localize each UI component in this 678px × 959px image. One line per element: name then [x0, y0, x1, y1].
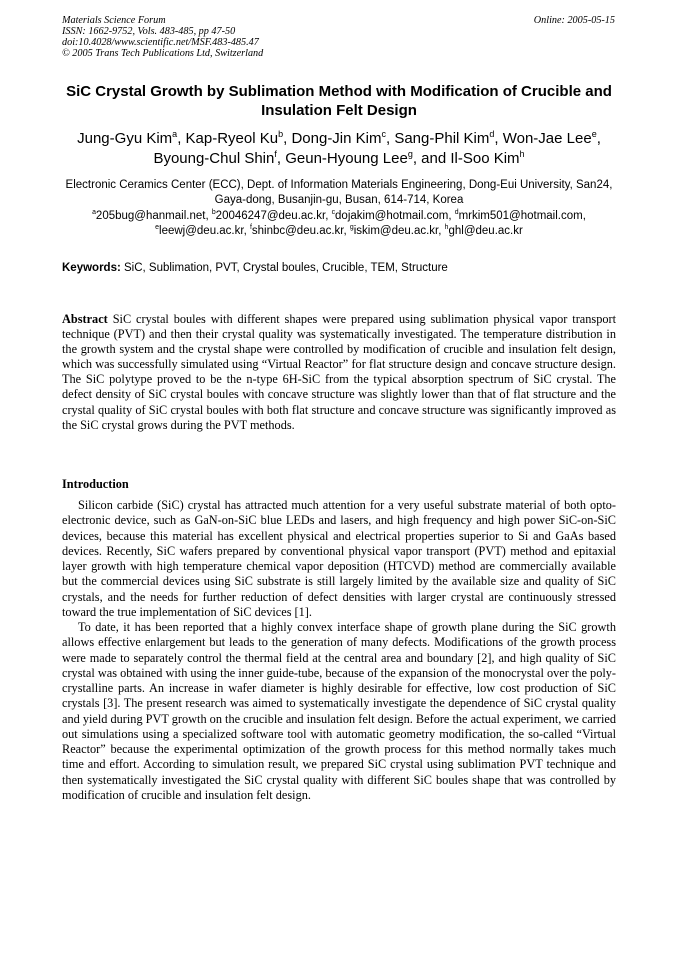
introduction-body: [62, 498, 616, 803]
author-name: Kap-Ryeol Ku: [185, 130, 279, 147]
online-date: Online: 2005-05-15: [533, 15, 615, 26]
abstract: [62, 312, 616, 433]
email-mark: g: [349, 224, 354, 232]
affiliation: Electronic Ceramics Center (ECC), Dept. of Information Materials Engineering, Dong-Eui University, San24, Gaya-dong, Busanjin-gu, Busan, 614-714, Korea: [65, 179, 613, 206]
email-address: 20046247@deu.ac.kr: [215, 210, 326, 222]
copyright-line: © 2005 Trans Tech Publications Ltd, Switzerland: [62, 48, 264, 59]
abstract-text: SiC crystal boules with different shapes were prepared using sublimation physical vapor transport technique (PVT) and then their crystal quality was systematically investigated. The temperature distribution in the growth system and the crystal shape were controlled by modification of crucible and insulation felt design, which was successfully simulated using “Virtual Reactor” for flat structure design and concave structure design. The SiC polytype proved to be the n-type 6H-SiC from the typical absorption spectrum of SiC crystal. The defect density of SiC crystal boules with concave structure was slightly lower than that of flat structure and the crystal quality of SiC crystal boules with both flat structure and concave structure was significantly improved as the SiC crystal grows during the PVT methods.: [62, 312, 617, 432]
author-name: Il-Soo Kim: [450, 150, 520, 167]
intro-paragraph: To date, it has been reported that a highly convex interface shape of growth plane during the SiC growth allows effective enlargement but leads to the generation of many defects. Modifications of the growth process were made to separately control the thermal field at the central area and boundary [2], and high quality of SiC crystal was obtained with using the inner guide-tube, because of the expansion of the monocrystal over the poly-crystalline parts. An increase in wafer diameter is highly desirable for effective, low cost production of SiC crystals [3]. The present research was aimed to systematically investigate the dependence of SiC crystal quality and yield during PVT growth on the crucible and insulation felt design. Before the actual experiment, we carried out simulations using a specialized software tool with automatic geometry modification, the so-called “Virtual Reactor” because the experimental optimization of the growth process for this method normally takes much time and effort. According to simulation result, we prepared SiC crystal using sublimation PVT technique and then systematically investigated the SiC crystal quality with different SiC boules shape that was controlled by modification of crucible and insulation felt design.: [62, 620, 616, 802]
author-name: Sang-Phil Kim: [394, 130, 490, 147]
email-mark: a: [92, 209, 96, 217]
email-list: $^a$205bug@hanmail.net, $^b$20046247@deu.ac.kr, $^c$dojakim@hotmail.com, $^d$mrkim501@hotmail.com, $^e$leewj@deu.ac.kr, $^f$shinbc@deu.ac.kr, $^g$iskim@deu.ac.kr, $^h$ghl@deu.ac.kr: [92, 209, 586, 237]
author-name: Jung-Gyu Kim: [77, 130, 173, 147]
abstract-label: Abstract: [62, 312, 108, 326]
author-affil-mark: h: [519, 149, 525, 159]
author-affil-mark: b: [278, 129, 284, 139]
paper-title: SiC Crystal Growth by Sublimation Method with Modification of Crucible and Insulation Felt Design: [66, 83, 612, 119]
email-mark: f: [249, 224, 252, 232]
email-mark: c: [331, 209, 336, 217]
journal-name: Materials Science Forum: [62, 15, 166, 26]
email-address: ghl@deu.ac.kr: [448, 225, 523, 237]
author-affil-mark: a: [172, 129, 178, 139]
email-mark: e: [155, 224, 160, 232]
email-address: iskim@deu.ac.kr: [353, 225, 439, 237]
email-address: dojakim@hotmail.com: [335, 210, 449, 222]
intro-paragraph: Silicon carbide (SiC) crystal has attracted much attention for a very useful substrate material of both opto-electronic device, such as GaN-on-SiC blue LEDs and lasers, and high frequency and high power SiC-on-SiC devices, because this material has excellent physical and electrical properties superior to Si and GaAs based devices. Recently, SiC wafers prepared by conventional physical vapor transport (PVT) method and epitaxial layer growth with high temperature chemical vapor deposition (HTCVD) method are commercially available but the commercial devices using SiC substrate is still largely limited by the available size and quality of SiC crystals, and the needs for further reduction of defect densities with larger crystal are continuously stressed toward the true implementation of SiC devices [1].: [62, 498, 616, 619]
author-name: Geun-Hyoung Lee: [285, 150, 408, 167]
author-list: Jung-Gyu Kim$^a$, Kap-Ryeol Ku$^b$, Dong-Jin Kim$^c$, Sang-Phil Kim$^d$, Won-Jae Lee$^e$, Byoung-Chul Shin$^f$, Geun-Hyoung Lee$^g$, and Il-Soo Kim$^h$: [77, 129, 601, 167]
author-affil-mark: c: [381, 129, 386, 139]
keywords-label: Keywords:: [62, 262, 121, 274]
email-address: shinbc@deu.ac.kr: [251, 225, 344, 237]
issn-line: ISSN: 1662-9752, Vols. 483-485, pp 47-50: [62, 26, 236, 37]
running-header: [62, 15, 615, 59]
introduction-heading: Introduction: [62, 477, 129, 491]
author-affil-mark: g: [407, 149, 413, 159]
email-address: leewj@deu.ac.kr: [159, 225, 244, 237]
email-mark: d: [454, 209, 459, 217]
doi-line: doi:10.4028/www.scientific.net/MSF.483-485.47: [62, 37, 259, 48]
author-affil-mark: f: [274, 149, 277, 159]
author-affil-mark: d: [489, 129, 495, 139]
email-mark: h: [444, 224, 449, 232]
author-name: Dong-Jin Kim: [291, 130, 382, 147]
email-address: 205bug@hanmail.net: [95, 210, 206, 222]
email-address: mrkim501@hotmail.com: [458, 210, 583, 222]
keywords-text: SiC, Sublimation, PVT, Crystal boules, Crucible, TEM, Structure: [124, 262, 448, 274]
author-name: Byoung-Chul Shin: [153, 150, 275, 167]
author-affil-mark: e: [591, 129, 597, 139]
email-mark: b: [211, 209, 216, 217]
author-name: Won-Jae Lee: [502, 130, 592, 147]
keywords: [62, 261, 616, 276]
